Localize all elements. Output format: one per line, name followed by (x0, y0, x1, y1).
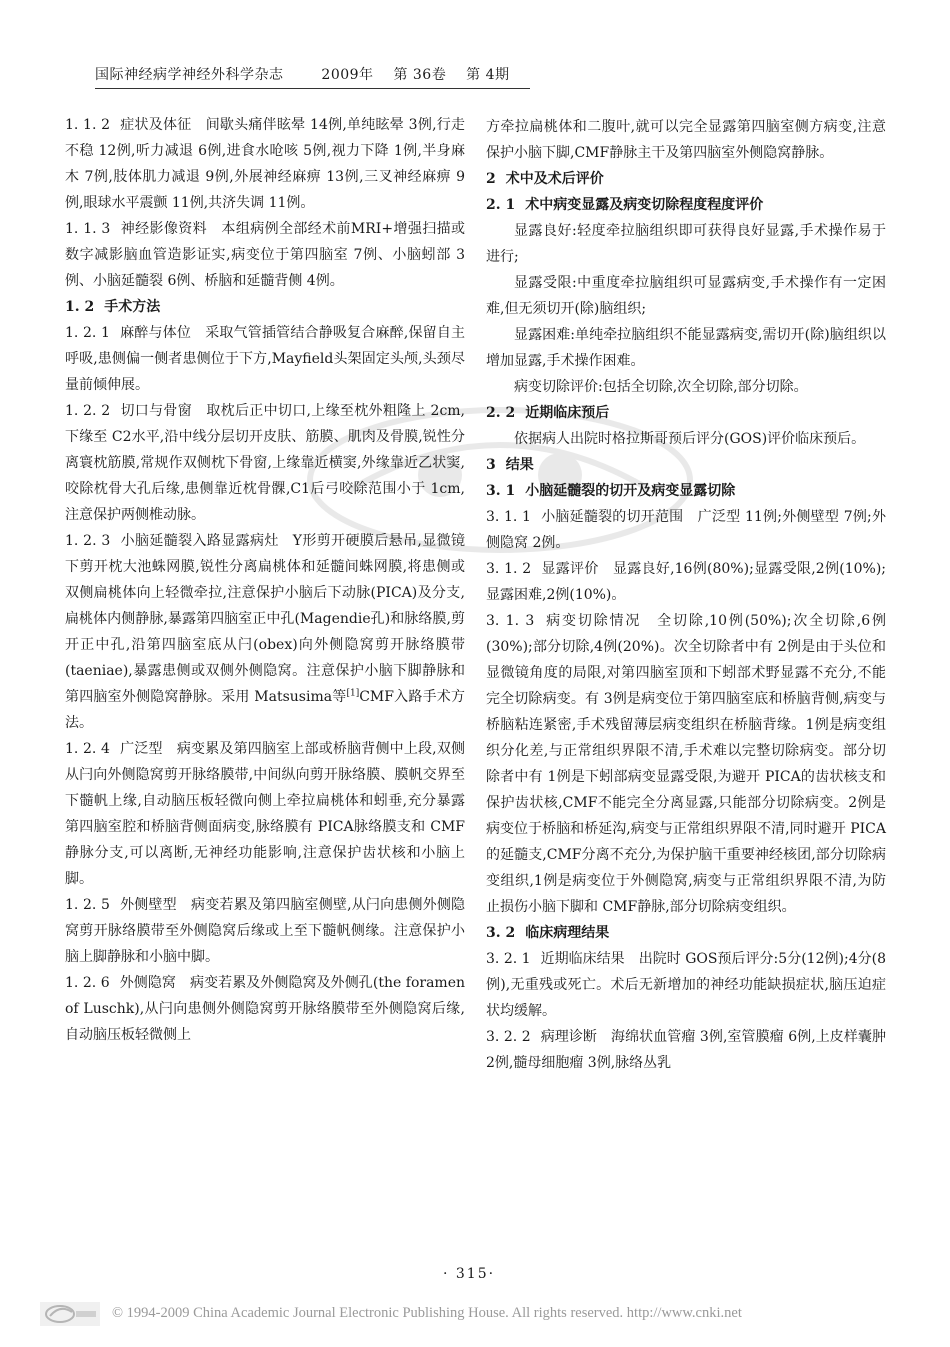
section-number: 1. 2 (65, 299, 95, 315)
paragraph (486, 504, 886, 556)
paragraph-text: 病变切除评价:包括全切除,次全切除,部分切除。 (514, 379, 808, 395)
section-title: 近期临床预后 (525, 405, 610, 421)
paragraph-text: 出院时 GOS预后评分:5分(12例);4分(8例),无重残或死亡。术后无新增加的神经功能缺损症状,脑压迫症状均缓解。 (486, 951, 887, 1019)
paragraph-text: 全切除,10例(50%);次全切除,6例(30%);部分切除,4例(20%)。次全切除者中有 2例是由于头位和显微镜角度的局限,对第四脑室顶和下蚓部术野显露不充分,不能完全切除病变。有 3例是病变位于第四脑室底和桥脑背侧,病变与桥脑粘连紧密,手术残留薄层病变组织在桥脑背缘。1例是病变组织分化差,与正常组织界限不清,手术难以完整切除病变。部分切除者中有 1例是下蚓部病变显露受限,为避开 PICA的齿状核支和保护齿状核,CMF不能完全分离显露,只能部分切除病变。2例是病变位于桥脑和桥延沟,病变与正常组织界限不清,同时避开 PICA的延髓支,CMF分离不充分,为保护脑干重要神经核团,部分切除病变组织,1例是病变位于外侧隐窝,病变与正常组织界限不清,为防止损伤小脑下脚和 CMF静脉,部分切除病变组织。 (486, 613, 886, 915)
subsection-number: 3. 2. 1 (486, 951, 531, 967)
cnki-logo (40, 1302, 100, 1326)
paragraph-text: 取枕后正中切口,上缘至枕外粗隆上 2cm,下缘至 C2水平,沿中线分层切开皮肤、筋膜、肌肉及骨膜,锐性分离寰枕筋膜,常规作双侧枕下骨窗,上缘靠近横窦,外缘靠近乙状窦,咬除枕骨大孔后缘,患侧靠近枕骨髁,C1后弓咬除范围小于 1cm,注意保护两侧椎动脉。 (65, 403, 466, 523)
paragraph-text: 本组病例全部经术前MRI+增强扫描或数字减影脑血管造影证实,病变位于第四脑室 7例、小脑蚓部 3例、小脑延髓裂 6例、桥脑和延髓背侧 4例。 (65, 221, 466, 289)
section-heading (486, 478, 886, 504)
subsection-number: 3. 1. 3 (486, 613, 535, 629)
paragraph-text: Y形剪开硬膜后悬吊,显微镜下剪开枕大池蛛网膜,锐性分离扁桃体和延髓间蛛网膜,将患侧或双侧扁桃体向上轻微牵拉,注意保护小脑后下动脉(PICA)及分支,扁桃体内侧静脉,暴露第四脑室正中孔(Magendie孔)和脉络膜,剪开正中孔,沿第四脑室底从闩(obex)向外侧隐窝剪开脉络膜带(taeniae),暴露患侧或双侧外侧隐窝。注意保护小脑下脚静脉和第四脑室外侧隐窝静脉。采用 Matsusima等 (65, 533, 465, 705)
section-heading (65, 294, 465, 320)
copyright-notice: © 1994-2009 China Academic Journal Electronic Publishing House. All rights reserved. http://www.cnki.net (112, 1305, 742, 1321)
subsection-number: 1. 2. 3 (65, 533, 111, 549)
section-title: 手术方法 (104, 299, 161, 315)
paragraph-text: 病变累及第四脑室上部或桥脑背侧中上段,双侧从闩向外侧隐窝剪开脉络膜带,中间纵向剪开脉络膜、膜帆交界至下髓帆上缘,自动脑压板轻微向侧上牵拉扁桃体和蚓垂,充分暴露第四脑室腔和桥脑背侧面病变,脉络膜有 PICA脉络膜支和 CMF静脉分支,可以离断,无神经功能影响,注意保护齿状核和小脑上脚。 (65, 741, 466, 887)
subsection-title: 症状及体征 (120, 117, 192, 133)
section-number: 3. 1 (486, 483, 516, 499)
paragraph (486, 608, 886, 920)
subsection-title: 广泛型 (119, 741, 163, 757)
paragraph-text: 病变若累及外侧隐窝及外侧孔(the foramen of Luschk),从闩向患侧外侧隐窝剪开脉络膜带至外侧隐窝后缘,自动脑压板轻微侧上 (65, 975, 465, 1043)
paragraph (65, 112, 465, 216)
footer (30, 1300, 870, 1332)
section-title: 术中及术后评价 (505, 171, 604, 187)
paragraph-text: 间歇头痛伴眩晕 14例,单纯眩晕 3例,行走不稳 12例,听力减退 6例,进食水呛咳 5例,视力下降 1例,半身麻木 7例,肢体肌力减退 9例,外展神经麻痹 13例,三叉神经麻痹 9例,眼球水平震颤 11例,共济失调 11例。 (65, 117, 465, 211)
section-number: 2. 1 (486, 197, 516, 213)
paragraph (486, 270, 886, 322)
subsection-number: 1. 2. 1 (65, 325, 110, 341)
subsection-title: 外侧壁型 (119, 897, 177, 913)
journal-year: 2009年 (321, 67, 374, 83)
paragraph (65, 216, 465, 294)
section-heading (486, 166, 886, 192)
paragraph-text: 病变若累及第四脑室侧壁,从闩向患侧外侧隐窝剪开脉络膜带至外侧隐窝后缘或上至下髓帆侧缘。注意保护小脑上脚静脉和小脑中脚。 (65, 897, 466, 965)
left-column (65, 112, 465, 1048)
subsection-number: 1. 1. 2 (65, 117, 111, 133)
section-heading (486, 400, 886, 426)
paragraph (486, 218, 886, 270)
subsection-title: 麻醉与体位 (119, 325, 192, 341)
paragraph-text: 采取气管插管结合静吸复合麻醉,保留自主呼吸,患侧偏一侧者患侧位于下方,Mayfield头架固定头颅,头颈尽量前倾伸展。 (65, 325, 466, 393)
section-title: 结果 (505, 457, 534, 473)
paragraph-text: 显露困难:单纯牵拉脑组织不能显露病变,需切开(除)脑组织以增加显露,手术操作困难。 (486, 327, 886, 369)
section-number: 2 (486, 171, 496, 187)
journal-issue: 第 4期 (466, 67, 510, 83)
paragraph (486, 374, 886, 400)
paragraph-text: 显露良好:轻度牵拉脑组织即可获得良好显露,手术操作易于进行; (486, 223, 886, 265)
paragraph-text: 依据病人出院时格拉斯哥预后评分(GOS)评价临床预后。 (514, 431, 866, 447)
subsection-title: 病变切除情况 (544, 613, 642, 629)
subsection-title: 小脑延髓裂的切开范围 (540, 509, 684, 525)
section-number: 3 (486, 457, 496, 473)
section-heading (486, 192, 886, 218)
paragraph (65, 970, 465, 1048)
paragraph-text: 方牵拉扁桃体和二腹叶,就可以完全显露第四脑室侧方病变,注意保护小脑下脚,CMF静脉主干及第四脑室外侧隐窝静脉。 (486, 119, 886, 161)
paragraph (486, 426, 886, 452)
subsection-title: 切口与骨窗 (120, 403, 193, 419)
section-number: 3. 2 (486, 925, 516, 941)
paragraph (486, 1024, 886, 1076)
paragraph (65, 892, 465, 970)
subsection-number: 3. 1. 1 (486, 509, 531, 525)
subsection-number: 1. 2. 6 (65, 975, 110, 991)
subsection-number: 1. 2. 4 (65, 741, 110, 757)
subsection-number: 3. 1. 2 (486, 561, 532, 577)
section-number: 2. 2 (486, 405, 516, 421)
subsection-number: 1. 2. 2 (65, 403, 111, 419)
section-heading (486, 920, 886, 946)
subsection-title: 小脑延髓裂入路显露病灶 (120, 533, 279, 549)
paragraph (486, 556, 886, 608)
paragraph-text: CMF入路手术方法。 (65, 689, 465, 731)
section-title: 小脑延髓裂的切开及病变显露切除 (525, 483, 736, 499)
section-title: 术中病变显露及病变切除程度程度评价 (525, 197, 764, 213)
subsection-title: 外侧隐窝 (119, 975, 176, 991)
paragraph-text: 显露良好,16例(80%);显露受限,2例(10%);显露困难,2例(10%)。 (486, 561, 887, 603)
journal-volume: 第 36卷 (393, 67, 447, 83)
page-number: · 315· (443, 1266, 496, 1282)
paragraph (65, 736, 465, 892)
paragraph-text: 海绵状血管瘤 3例,室管膜瘤 6例,上皮样囊肿 2例,髓母细胞瘤 3例,脉络丛乳 (486, 1029, 886, 1071)
subsection-number: 3. 2. 2 (486, 1029, 531, 1045)
paragraph (486, 322, 886, 374)
citation-ref: [1] (346, 688, 360, 699)
paragraph (65, 320, 465, 398)
section-heading (486, 452, 886, 478)
journal-header (95, 64, 530, 89)
paragraph (486, 114, 886, 166)
paragraph-text: 显露受限:中重度牵拉脑组织可显露病变,手术操作有一定困难,但无须切开(除)脑组织; (486, 275, 886, 317)
journal-title: 国际神经病学神经外科学杂志 (95, 67, 284, 83)
section-title: 临床病理结果 (525, 925, 610, 941)
subsection-title: 近期临床结果 (540, 951, 625, 967)
paragraph (65, 528, 465, 736)
subsection-title: 显露评价 (541, 561, 599, 577)
paragraph (65, 398, 465, 528)
subsection-number: 1. 1. 3 (65, 221, 111, 237)
subsection-title: 病理诊断 (540, 1029, 597, 1045)
subsection-title: 神经影像资料 (120, 221, 208, 237)
right-column (486, 114, 886, 1076)
paragraph-text: 广泛型 11例;外侧壁型 7例;外侧隐窝 2例。 (486, 509, 886, 551)
subsection-number: 1. 2. 5 (65, 897, 110, 913)
paragraph (486, 946, 886, 1024)
